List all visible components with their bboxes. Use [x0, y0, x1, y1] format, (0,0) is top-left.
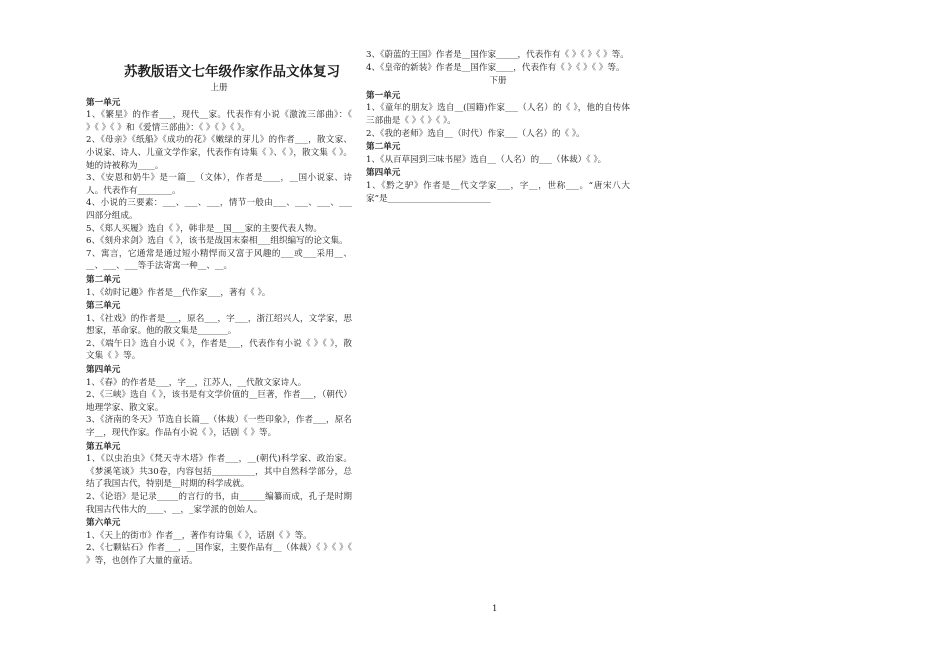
question-text: 1、《以虫治虫》《梵天寺木塔》作者___，__(朝代)科学家、政治家。《梦溪笔谈》共30卷，内容包括__________，其中自然科学部分，总结了我国古代，特别是__时期的科学成就。	[86, 454, 352, 490]
question-text: 1、《从百草园到三味书屋》选自__（人名）的___（体裁）《 》。	[366, 154, 607, 165]
right-sections	[366, 90, 630, 205]
question-text: 1、《社戏》的作者是___，原名___，字___，浙江绍兴人，文学家，思想家，革命家。他的散文集是_______。	[86, 313, 352, 337]
question-text: 1、《童年的朋友》选自__(国籍)作家___（人名）的《 》，他的自传体三部曲是《 》《 》《 》。	[366, 103, 630, 126]
question-text: 1、《幼时记趣》作者是__代作家___，著有《 》。	[86, 287, 271, 298]
question-text: 3、《蔚蓝的王国》作者是__国作家_____，代表作有《 》《 》《 》等。	[366, 50, 629, 60]
page-number: 1	[492, 604, 498, 614]
question-text: 3、《济南的冬天》节选自长篇__（体裁）《一些印象》，作者___，原名字__，现代作家。作品有小说《 》，话剧《 》等。	[86, 415, 352, 439]
question-text: 1、《春》的作者是___，字__，江苏人，__代散文家诗人。	[86, 377, 307, 388]
question-text: 6、《刻舟求剑》选自《 》，该书是战国末秦相___组织编写的论文集。	[86, 236, 348, 247]
question-text: 4、《皇帝的新装》作者是__国作家____，代表作有《 》《 》《 》等。	[366, 62, 625, 73]
volume-subtitle-lower: 下册	[489, 76, 507, 87]
left-sections	[86, 97, 352, 568]
question-text: 2、《我的老师》选自__（时代）作家___（人名）的《 》。	[366, 128, 585, 139]
question-text: 1、《天上的街市》作者__，著作有诗集《 》，话剧《 》等。	[86, 530, 312, 541]
question-text: 2、《七颗钻石》作者___，__国作家，主要作品有__（体裁）《 》《 》《 》等，也创作了大量的童话。	[86, 543, 352, 566]
question-text: 5、《郑人买履》选自《 》，韩非是__国___家的主要代表人物。	[86, 223, 322, 234]
question-text: 1、《繁星》的作者___，现代__家。代表作有小说《激流三部曲》：《 》《 》《 》和《爱情三部曲》：《 》《 》《 》。	[86, 110, 352, 133]
right-column	[366, 49, 630, 205]
question-text: 4、小说的三要素：___、___、___，情节一般由___、___、___、___四部分组成。	[86, 198, 352, 221]
question-text: 2、《论语》是记录_____的言行的书，由______编纂而成，孔子是时期我国古代伟大的____、__，_家学派的创始人。	[86, 492, 352, 515]
question-text: 2、《母亲》《纸船》《成功的花》《嫩绿的芽儿》的作者___，散文家、小说家、诗人、儿童文学作家，代表作有诗集《 》、《 》，散文集《 》。她的诗被称为____。	[86, 135, 352, 171]
unit-heading: 第六单元	[86, 518, 121, 529]
unit-heading: 第二单元	[366, 142, 401, 153]
volume-subtitle-upper: 上册	[210, 83, 228, 93]
question-text: 1、《黔之驴》作者是__代文学家___，字__，世称___。“唐宋八大家”是________________________	[366, 180, 630, 204]
left-column	[86, 64, 352, 568]
unit-heading: 第二单元	[86, 274, 121, 285]
unit-heading: 第一单元	[366, 90, 401, 101]
question-text: 2、《三峡》选自《 》，该书是有文学价值的__巨著，作者___，（朝代）地理学家、散文家。	[86, 390, 353, 413]
right-continued-lines	[366, 49, 630, 74]
unit-heading: 第四单元	[366, 168, 401, 179]
unit-heading: 第三单元	[86, 301, 121, 312]
document-title: 苏教版语文七年级作家作品文体复习	[124, 64, 340, 80]
question-text: 7、寓言，它通常是通过短小精悍而又富于风趣的___或___采用__、__、___、___等手法寄寓一种__、__。	[86, 248, 352, 272]
unit-heading: 第五单元	[86, 441, 121, 452]
question-text: 3、《安恩和奶牛》是一篇__（文体），作者是____，__国小说家、诗人。代表作有________。	[86, 173, 352, 196]
unit-heading: 第四单元	[86, 365, 121, 376]
question-text: 2、《端午日》选自小说《 》，作者是___，代表作有小说《 》《 》，散文集《 》等。	[86, 338, 352, 362]
unit-heading: 第一单元	[86, 97, 121, 108]
